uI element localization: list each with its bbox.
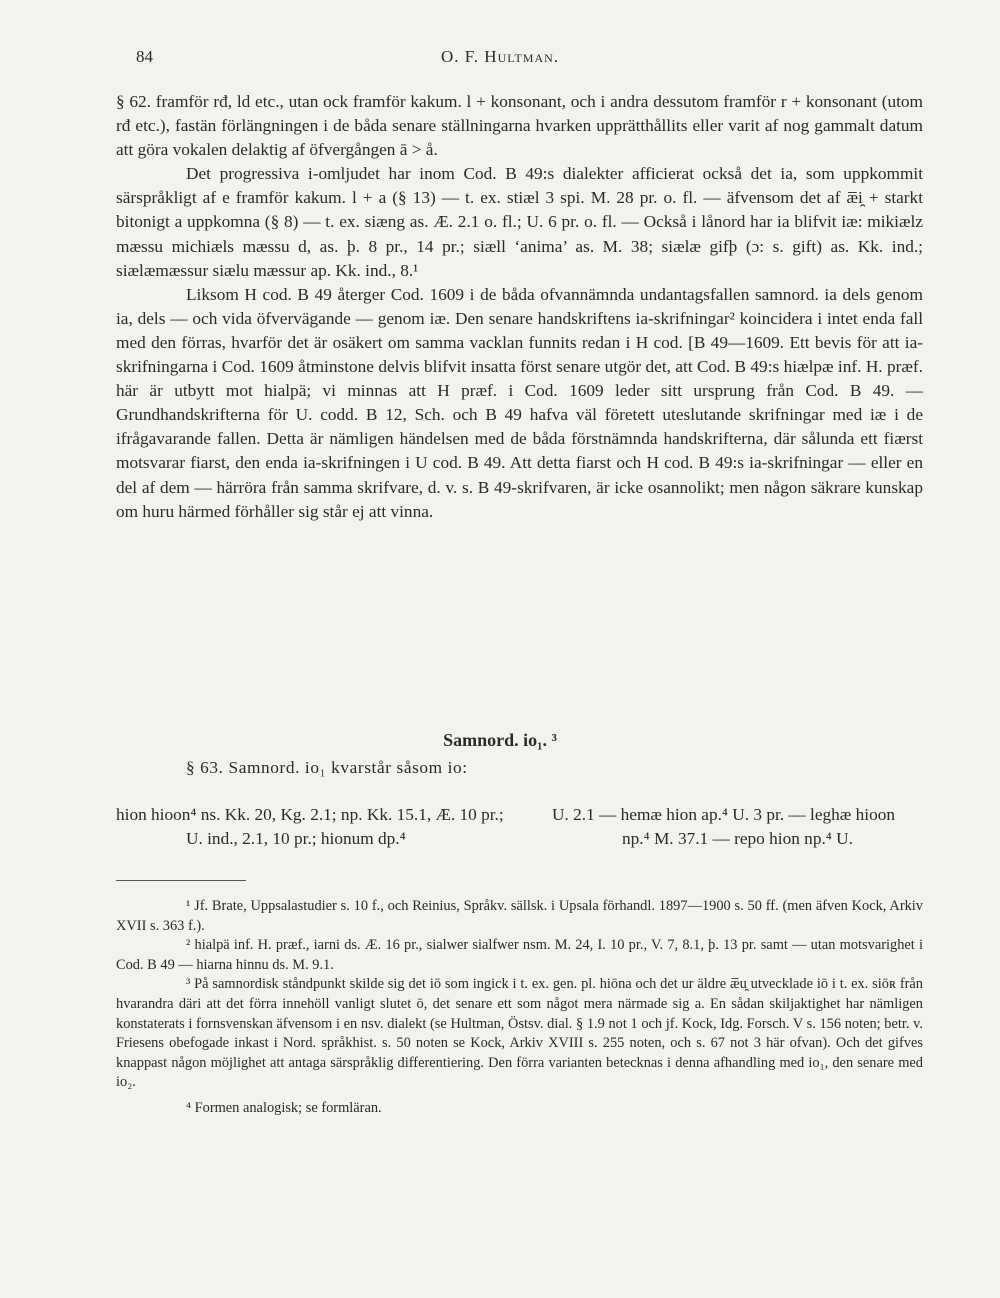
- footnote-rule: [116, 880, 246, 881]
- footnote-1: ¹ Jf. Brate, Uppsalastudier s. 10 f., och Reinius, Språkv. sällsk. i Upsala förhandl. 1897—1900 s. 50 ff. (men äfven Kock, Arkiv XVII s. 363 f.).: [116, 898, 923, 934]
- section-62-paragraph-1: § 62. framför rđ, ld etc., utan ock framför kakum. l + konsonant, och i andra dessutom framför r + konsonant (utom rđ etc.), fastän förlängningen i de båda senare ställningarna hvarken upprätthållits eller varit af nog gammalt datum att göra vokalen delaktig af öfvergången ā > å.: [116, 92, 923, 160]
- footnote-2: ² hialpä inf. H. præf., iarni ds. Æ. 16 pr., sialwer sialfwer nsm. M. 24, I. 10 pr., V. 7, 8.1, þ. 13 pr. samt — utan motsvarighet i Cod. B 49 — hiarna hinnu ds. M. 9.1.: [116, 937, 923, 973]
- examples-left-text: hion hioon⁴ ns. Kk. 20, Kg. 2.1; np. Kk. 15.1, Æ. 10 pr.; U. ind., 2.1, 10 pr.; hionum dp.⁴: [116, 805, 504, 848]
- footnote-4: ⁴ Formen analogisk; se formläran.: [186, 1099, 382, 1116]
- section-62-paragraph-2: Det progressiva i-omljudet har inom Cod. B 49:s dialekter afficierat också det ia, som uppkommit särspråkligt af e framför kakum. l + a (§ 13) — t. ex. stiæl 3 spi. M. 28 pr. o. fl. — äfvensom det af æ̅i̯ + starkt bitonigt a uppkomna (§ 8) — t. ex. siæng as. Æ. 2.1 o. fl.; U. 6 pr. o. fl. — Också i lånord har ia blifvit iæ: mikiælz mæssu michiæls mæssu d, as. þ. 8 pr., 14 pr.; siæll ‘anima’ as. M. 38; siælæ gifþ (ɔ: s. gift) as. Kk. ind.; siælæmæssur siælu mæssur ap. Kk. ind., 8.¹: [116, 164, 923, 280]
- main-text: [116, 90, 923, 524]
- section-62-paragraph-3: Liksom H cod. B 49 återger Cod. 1609 i de båda ofvannämnda undantagsfallen samnord. ia dels genom ia, dels — och vida öfvervägande — genom iæ. Den senare handskriftens ia-skrifningar² koincidera i intet enda fall med den förras, hvarför det är osäkert om samma vacklan funnits redan i H cod. [B 49—1609. Ett bevis för att ia-skrifningarna i Cod. 1609 åtminstone delvis blifvit insatta först senare utgör det, att Cod. B 49:s hiælpæ inf. H. præf. här är utbytt mot hialpä; vi minnas att H præf. i Cod. 1609 leder sitt ursprung från Cod. B 49. — Grundhandskrifterna för U. codd. B 12, Sch. och B 49 hafva väl företett uteslutande skrifningar med iæ i de ifrågavarande fallen. Detta är nämligen händelsen med de båda förstnämnda handskrifterna, där sålunda ett fiærst motsvarar fiarst, den enda ia-skrifningen i U cod. B 49. Att detta fiarst och H cod. B 49:s ia-skrifningar — eller en del af dem — härröra från samma skrifvare, d. v. s. B 49-skrifvaren, är icke osannolikt; men någon säkrare kunskap om huru härmed förhåller sig står ej att vinna.: [116, 284, 923, 521]
- page-number: 84: [136, 47, 153, 66]
- section-heading: Samnord. io₁. ³: [443, 730, 557, 750]
- examples-left-column: [116, 803, 516, 851]
- examples-right-column: [552, 803, 923, 851]
- footnotes: [116, 897, 923, 1119]
- section-63-heading: § 63. Samnord. io₁ kvarstår såsom io:: [186, 758, 468, 777]
- examples-right-text: U. 2.1 — hemæ hion ap.⁴ U. 3 pr. — leghæ hioon np.⁴ M. 37.1 — repo hion np.⁴ U.: [552, 805, 895, 848]
- footnote-3: ³ På samnordisk ståndpunkt skilde sig det iō som ingick i t. ex. gen. pl. hiōna och det ur äldre æ̅u̯ utvecklade iō i t. ex. siōʀ från hvarandra däri att det förra innehöll vanligt slutet ō, det senare ett som något mera närmade sig a. En sådan skiljaktighet har nämligen konstaterats i fornsvenskan äfvensom i en nsv. dialekt (se Hultman, Östsv. dial. § 1.9 not 1 och jf. Kock, Idg. Forsch. V s. 156 noten; betr. v. Friesens obefogade inkast i Nord. språkhist. s. 50 noten se Kock, Arkiv XVIII s. 255 noten, och s. 67 not 3 här ofvan). Och det gifves knappast någon möjlighet att antaga särspråklig differentiering. Den förra varianten betecknas i denna afhandling med io₁, den senare med io₂.: [116, 976, 923, 1091]
- running-header: [0, 47, 1000, 77]
- running-title: O. F. Hultman.: [440, 47, 560, 66]
